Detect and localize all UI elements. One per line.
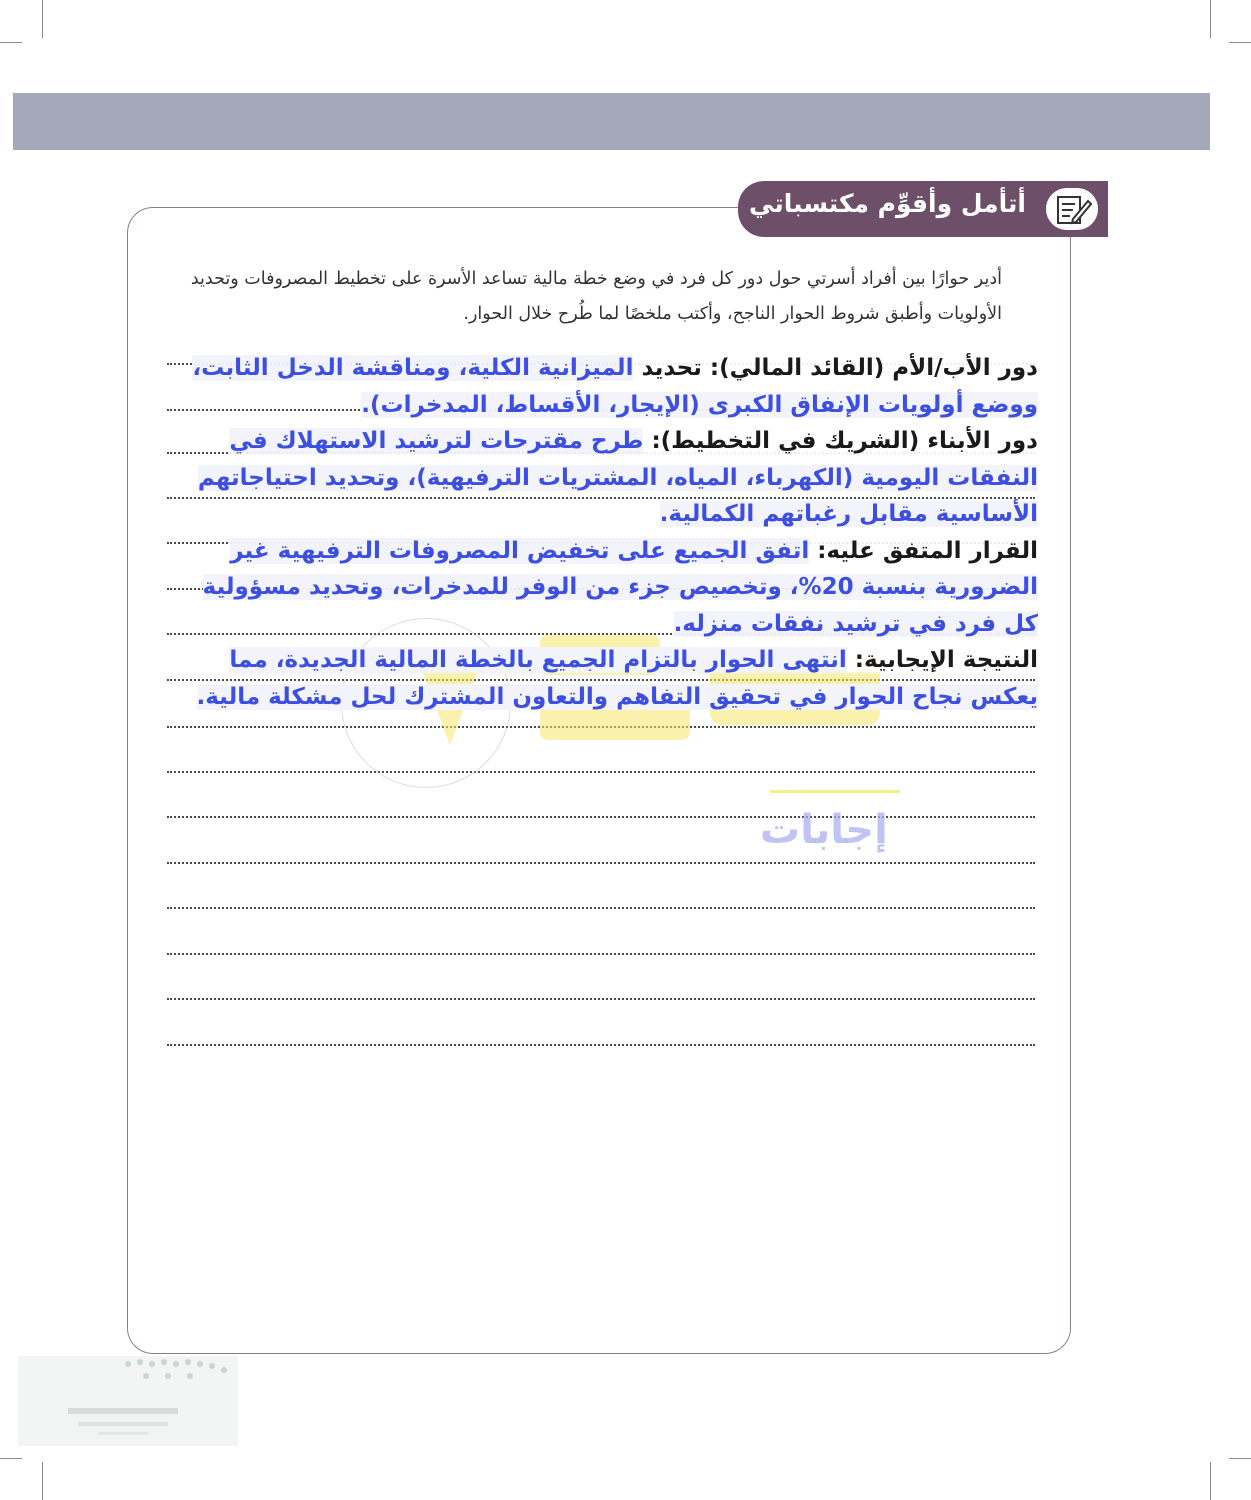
- crop-mark: [1210, 0, 1211, 38]
- writing-line: [167, 816, 1035, 818]
- section-header: [738, 181, 1108, 237]
- instructions-text: أدير حوارًا بين أفراد أسرتي حول دور كل فرد في وضع خطة مالية تساعد الأسرة على تخطيط المصروفات وتحديد الأولويات وأطبق شروط الحوار الناجح، وأكتب ملخصًا لما طُرح خلال الحوار.: [190, 269, 1002, 324]
- answer-text: طرح مقترحات لترشيد الاستهلاك في النفقات اليومية (الكهرباء، المياه، المشتريات الترفيهية)، وتحديد احتياجاتهم الأساسية مقابل رغباتهم الكمالية.: [197, 428, 1038, 527]
- writing-line: [167, 862, 1035, 864]
- writing-line: [167, 998, 1035, 1000]
- writing-line: [167, 1044, 1035, 1046]
- answer-paragraph-decision: [165, 533, 1038, 643]
- edit-note-icon: [1055, 193, 1093, 227]
- crop-mark: [42, 0, 43, 38]
- writing-line: [167, 953, 1035, 955]
- answer-label: النتيجة الإيجابية:: [846, 647, 1038, 673]
- section-title: أتأمل وأقوِّم مكتسباتي: [749, 189, 1026, 218]
- crop-mark: [42, 1462, 43, 1500]
- answer-paragraph-parents: [165, 350, 1038, 423]
- answer-paragraph-result: [165, 642, 1038, 715]
- writing-line: [167, 771, 1035, 773]
- answer-text: انتهى الحوار بالتزام الجميع بالخطة المالية الجديدة، مما يعكس نجاح الحوار في تحقيق التفاهم والتعاون المشترك لحل مشكلة مالية.: [196, 647, 1038, 710]
- writing-line: [167, 907, 1035, 909]
- answer-label: دور الأبناء (الشريك في التخطيط):: [643, 428, 1038, 454]
- answer-text: اتفق الجميع على تخفيض المصروفات الترفيهية غير الضرورية بنسبة 20%، وتخصيص جزء من الوفر للمدخرات، وتحديد مسؤولية كل فرد في ترشيد نفقات منزله.: [202, 537, 1038, 637]
- crop-mark: [1229, 1458, 1251, 1459]
- crop-mark: [1229, 42, 1251, 43]
- crop-mark: [1210, 1462, 1211, 1500]
- ministry-logo: [18, 1356, 238, 1446]
- watermark-text: إجابات: [760, 807, 888, 853]
- crop-mark: [0, 1458, 22, 1459]
- answer-paragraph-children: [165, 423, 1038, 533]
- answer-label: القرار المتفق عليه:: [809, 537, 1038, 564]
- watermark-underline: [770, 790, 900, 793]
- answer-block: [165, 350, 1038, 715]
- crop-mark: [0, 42, 22, 43]
- answer-label: دور الأب/الأم (القائد المالي): تحديد: [633, 355, 1038, 381]
- answer-text: الميزانية الكلية، ومناقشة الدخل الثابت، ووضع أولويات الإنفاق الكبرى (الإيجار، الأقساط، المدخرات).: [192, 355, 1038, 418]
- top-color-band: [13, 93, 1210, 150]
- icon-badge: [1044, 186, 1100, 232]
